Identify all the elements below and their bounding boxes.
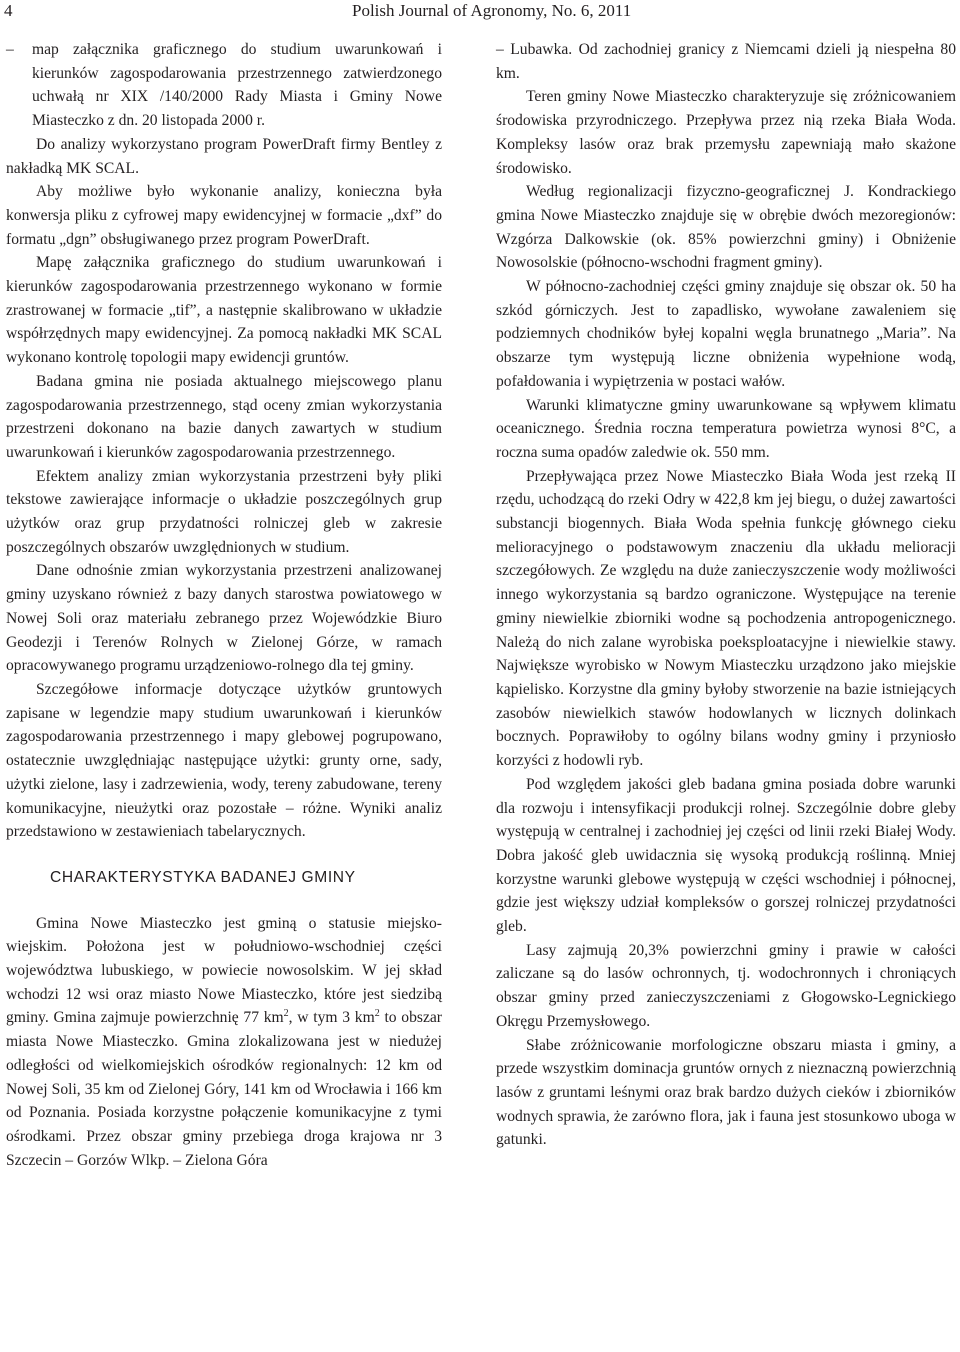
- superscript: 2: [374, 1008, 380, 1020]
- paragraph: Pod względem jakości gleb badana gmina posiada dobre warunki dla rozwoju i intensyfikacji produkcji rolnej. Szczególnie dobre gleby występują w centralnej i zachodniej jej części od linii rzeki Białej Wody. Dobra jakość gleb uwidacznia się wysoką produkcją roślinną. Mniej korzystne warunki glebowe występują w części wschodniej i północnej, gdzie jest większy udział kompleksów o gorszej rolniczej przydatności gleb.: [496, 775, 956, 936]
- paragraph: Do analizy wykorzystano program PowerDraft firmy Bentley z nakładką MK SCAL.: [6, 135, 442, 177]
- list-item: [6, 38, 442, 133]
- dash-bullet: –: [6, 41, 14, 58]
- paragraph: Teren gminy Nowe Miasteczko charakteryzuje się zróżnicowaniem środowiska przyrodniczego. Przepływa przez nią rzeka Biała Woda. Kompleksy lasów oraz brak przemysłu zapewniają mało skażone środowisko.: [496, 88, 956, 177]
- paragraph: W północno-zachodniej części gminy znajduje się obszar ok. 50 ha szkód górniczych. Jest to zapadlisko, wywołane zawaleniem się podziemnych chodników byłej kopalni węgla brunatnego „Maria”. Na obszarze tym występują liczne obniżenia wypełnione wodą, pofałdowania i wypiętrzenia w postaci wałów.: [496, 278, 956, 390]
- section-heading: CHARAKTERYSTYKA BADANEJ GMINY: [50, 868, 356, 886]
- text-run: Gmina Nowe Miasteczko jest gminą o statusie miejsko-wiejskim. Położona jest w południowo-wschodniej części województwa lubuskiego, w powiecie nowosolskim. W jej skład wchodzi 12 wsi oraz miasto Nowe Miasteczko, które jest siedzibą gminy. Gmina zajmuje powierzchnię 77 km: [6, 914, 442, 1027]
- page-number: 4: [4, 1, 13, 20]
- paragraph: – Lubawka. Od zachodniej granicy z Niemcami dzieli ją niespełna 80 km.: [496, 41, 956, 82]
- journal-title: Polish Journal of Agronomy, No. 6, 2011: [352, 1, 632, 20]
- paragraph: Lasy zajmują 20,3% powierzchni gminy i prawie w całości zaliczane są do lasów ochronnych, tj. wodochronnych i chroniących obszar gminy przed zanieczyszczeniami z Głogowsko-Legnickiego Okręgu Przemysłowego.: [496, 941, 956, 1030]
- text-run: to obszar miasta Nowe Miasteczko. Gmina zlokalizowana jest w niedużej odległości od wielkomiejskich ośrodków regionalnych: 12 km od Nowej Soli, 35 km od Zielonej Góry, 141 km od Wrocławia i 166 km od Poznania. Posiada korzystne połączenie komunikacyjne z tymi ośrodkami. Przez obszar gminy przebiega droga krajowa nr 3 Szczecin – Gorzów Wlkp. – Zielona Góra: [6, 1009, 442, 1169]
- text-run: , w tym 3 km: [288, 1009, 375, 1027]
- paragraph: Słabe zróżnicowanie morfologiczne obszaru miasta i gminy, a przede wszystkim dominacja gruntów ornych z nieznaczną powierzchnią lasów z gruntami leśnymi oraz brak bardzo dużych cieków i zbiorników wodnych sprawia, że zarówno flora, jak i fauna jest stosunkowo uboga w gatunki.: [496, 1036, 956, 1149]
- paragraph: Aby możliwe było wykonanie analizy, konieczna była konwersja pliku z cyfrowej mapy ewidencyjnej w formacie „dxf” do formatu „dgn” obsługiwanego przez program PowerDraft.: [6, 183, 442, 248]
- paragraph: [6, 912, 442, 1173]
- paragraph: Dane odnośnie zmian wykorzystania przestrzeni analizowanej gminy uzyskano również z bazy danych starostwa powiatowego w Nowej Soli oraz materiału zebranego przez Wojewódzkie Biuro Geodezji i Terenów Rolnych w Zielonej Górze, w ramach opracowywanego programu urządzeniowo-rolnego dla tej gminy.: [6, 562, 442, 675]
- left-column: [6, 38, 442, 1172]
- paragraph: Przepływająca przez Nowe Miasteczko Biała Woda jest rzeką II rzędu, uchodzącą do rzeki Odry w 422,8 km jej biegu, o dużej zawartości substancji biogennych. Biała Woda spełnia funkcję głównego cieku melioracyjnego o podstawowym znaczeniu dla układu melioracji szczegółowych. Ze względu na duże zanieczyszczenie wody możliwości innego wykorzystania są bardzo ograniczone. Występujące na terenie gminy niewielkie zbiorniki wodne są pochodzenia antropogenicznego. Należą do nich zalane wyrobiska poeksploatacyjne i niewielkie stawy. Największe wyrobisko w Nowym Miasteczku urządzono jako miejskie kąpielisko. Korzystne dla gminy byłoby stworzenie na bazie istniejących zasobów niewielkich stawów hodowlanych w licznych dolinkach bocznych. Poprawiłoby to ogólny bilans wodny gminy i przyniosło korzyści z hodowli ryb.: [496, 467, 956, 770]
- right-column: [496, 38, 956, 1152]
- paragraph: Badana gmina nie posiada aktualnego miejscowego planu zagospodarowania przestrzennego, stąd oceny zmian wykorzystania przestrzeni dokonano na bazie danych zawartych w studium uwarunkowań i kierunków zagospodarowania przestrzennego.: [6, 372, 442, 461]
- paragraph: Mapę załącznika graficznego do studium uwarunkowań i kierunków zagospodarowania przestrzennego wykonano w formie zrastrowanej w formacie „tif”, a następnie skalibrowano w układzie współrzędnych mapy ewidencyjnej. Za pomocą nakładki MK SCAL wykonano kontrolę topologii mapy ewidencji gruntów.: [6, 254, 442, 367]
- list-item-text: map załącznika graficznego do studium uwarunkowań i kierunków zagospodarowania przestrzennego zatwierdzonego uchwałą nr XIX /140/2000 Rady Miasta i Gminy Nowe Miasteczko z dn. 20 listopada 2000 r.: [32, 41, 442, 130]
- paragraph: Szczegółowe informacje dotyczące użytków gruntowych zapisane w legendzie mapy studium uwarunkowań i kierunków zagospodarowania przestrzennego i mapy glebowej pogrupowano, ostatecznie uwzględniając następujące użytki: grunty orne, sady, użytki zielone, lasy i zadrzewienia, wody, tereny zabudowane, tereny komunikacyjne, nieużytki oraz pozostałe – różne. Wyniki analiz przedstawiono w zestawieniach tabelarycznych.: [6, 680, 442, 841]
- page-header: [0, 0, 960, 26]
- paragraph: Efektem analizy zmian wykorzystania przestrzeni były pliki tekstowe zawierające informacje o układzie poszczególnych grup użytków oraz grup przydatności rolniczej gleb w zakresie poszczególnych obszarów uwzględnionych w studium.: [6, 467, 442, 556]
- superscript: 2: [283, 1008, 289, 1020]
- paragraph: Warunki klimatyczne gminy uwarunkowane są wpływem klimatu oceanicznego. Średnia roczna temperatura powietrza wynosi 8°C, a roczna suma opadów zaledwie ok. 550 mm.: [496, 396, 956, 461]
- paragraph: Według regionalizacji fizyczno-geograficznej J. Kondrackiego gmina Nowe Miasteczko znajduje się w obrębie dwóch mezoregionów: Wzgórza Dalkowskie (ok. 85% powierzchni gminy) i Obniżenie Nowosolskie (północno-wschodni fragment gminy).: [496, 183, 956, 272]
